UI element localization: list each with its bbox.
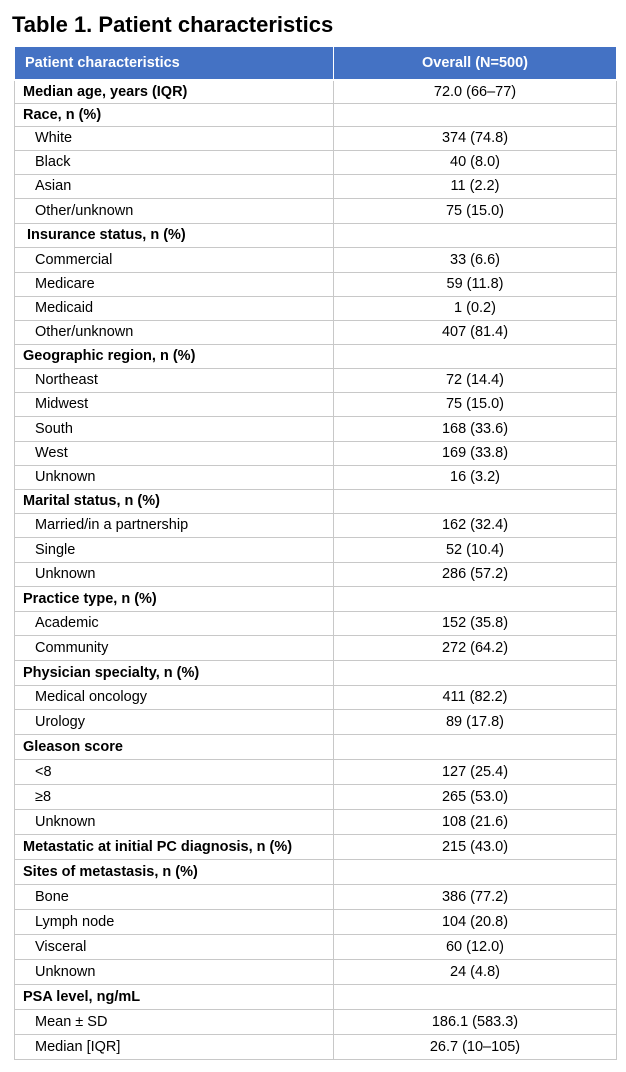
row-label: Unknown (15, 809, 334, 834)
row-value: 215 (43.0) (334, 834, 617, 859)
row-value: 411 (82.2) (334, 685, 617, 709)
row-value (334, 660, 617, 685)
row-value: 386 (77.2) (334, 884, 617, 909)
row-value: 186.1 (583.3) (334, 1009, 617, 1034)
row-label: PSA level, ng/mL (15, 984, 334, 1009)
row-label: Other/unknown (15, 198, 334, 223)
row-value: 75 (15.0) (334, 392, 617, 416)
row-value (334, 586, 617, 611)
table-row (15, 1034, 617, 1059)
row-label: Bone (15, 884, 334, 909)
row-label: Academic (15, 611, 334, 635)
table-row (15, 685, 617, 709)
table-row (15, 198, 617, 223)
row-value: 72.0 (66–77) (334, 80, 617, 103)
table-row (15, 709, 617, 734)
table-row (15, 344, 617, 368)
row-label: Single (15, 537, 334, 562)
row-label: Median [IQR] (15, 1034, 334, 1059)
table-row (15, 734, 617, 759)
table-row (15, 80, 617, 103)
table-row (15, 1009, 617, 1034)
row-value (334, 859, 617, 884)
table-row (15, 859, 617, 884)
table-row (15, 660, 617, 685)
table-row (15, 296, 617, 320)
row-value: 89 (17.8) (334, 709, 617, 734)
table-header-row (15, 47, 617, 81)
row-label: Unknown (15, 562, 334, 586)
table-row (15, 465, 617, 489)
row-value (334, 223, 617, 247)
row-label: Northeast (15, 368, 334, 392)
column-header-overall: Overall (N=500) (334, 47, 617, 81)
row-label: South (15, 416, 334, 441)
row-value: 152 (35.8) (334, 611, 617, 635)
row-value: 162 (32.4) (334, 513, 617, 537)
row-label: Median age, years (IQR) (15, 80, 334, 103)
row-value: 407 (81.4) (334, 320, 617, 344)
row-label: Asian (15, 174, 334, 198)
row-value: 286 (57.2) (334, 562, 617, 586)
row-value (334, 344, 617, 368)
row-value: 11 (2.2) (334, 174, 617, 198)
table-row (15, 223, 617, 247)
row-label: Medical oncology (15, 685, 334, 709)
row-label: Visceral (15, 934, 334, 959)
table-row (15, 809, 617, 834)
row-label: Lymph node (15, 909, 334, 934)
table-row (15, 884, 617, 909)
row-label: ≥8 (15, 784, 334, 809)
row-value: 59 (11.8) (334, 272, 617, 296)
row-label: Sites of metastasis, n (%) (15, 859, 334, 884)
table-row (15, 513, 617, 537)
table-row (15, 784, 617, 809)
row-label: Black (15, 150, 334, 174)
row-value: 40 (8.0) (334, 150, 617, 174)
table-row (15, 834, 617, 859)
row-label: Marital status, n (%) (15, 489, 334, 513)
table-row (15, 392, 617, 416)
row-label: Metastatic at initial PC diagnosis, n (%) (15, 834, 334, 859)
table-row (15, 368, 617, 392)
table-row (15, 126, 617, 150)
table-row (15, 611, 617, 635)
row-value: 272 (64.2) (334, 635, 617, 660)
table-body (15, 80, 617, 1059)
row-value: 108 (21.6) (334, 809, 617, 834)
row-label: Medicaid (15, 296, 334, 320)
table-row (15, 984, 617, 1009)
table-row (15, 909, 617, 934)
row-value (334, 489, 617, 513)
table-row (15, 441, 617, 465)
table-row (15, 959, 617, 984)
table-row (15, 320, 617, 344)
row-label: Race, n (%) (15, 103, 334, 126)
row-label: Insurance status, n (%) (15, 223, 334, 247)
table-row (15, 562, 617, 586)
row-value (334, 984, 617, 1009)
row-label: Practice type, n (%) (15, 586, 334, 611)
row-value: 265 (53.0) (334, 784, 617, 809)
table-row (15, 150, 617, 174)
row-value: 24 (4.8) (334, 959, 617, 984)
row-value (334, 103, 617, 126)
patient-characteristics-table (14, 46, 617, 1060)
table-row (15, 247, 617, 272)
row-label: Gleason score (15, 734, 334, 759)
row-value: 1 (0.2) (334, 296, 617, 320)
row-label: Midwest (15, 392, 334, 416)
row-label: West (15, 441, 334, 465)
row-value: 52 (10.4) (334, 537, 617, 562)
column-header-characteristics: Patient characteristics (15, 47, 334, 81)
table-row (15, 103, 617, 126)
row-label: Unknown (15, 465, 334, 489)
row-value: 168 (33.6) (334, 416, 617, 441)
row-value: 33 (6.6) (334, 247, 617, 272)
row-label: Geographic region, n (%) (15, 344, 334, 368)
row-label: Other/unknown (15, 320, 334, 344)
row-label: Mean ± SD (15, 1009, 334, 1034)
table-row (15, 934, 617, 959)
row-label: Community (15, 635, 334, 660)
row-label: Urology (15, 709, 334, 734)
table-row (15, 416, 617, 441)
table-row (15, 537, 617, 562)
row-value: 16 (3.2) (334, 465, 617, 489)
row-label: Married/in a partnership (15, 513, 334, 537)
row-label: Unknown (15, 959, 334, 984)
row-value (334, 734, 617, 759)
row-label: Physician specialty, n (%) (15, 660, 334, 685)
row-value: 72 (14.4) (334, 368, 617, 392)
row-value: 169 (33.8) (334, 441, 617, 465)
table-row (15, 174, 617, 198)
table-row (15, 489, 617, 513)
row-value: 104 (20.8) (334, 909, 617, 934)
row-value: 60 (12.0) (334, 934, 617, 959)
table-row (15, 759, 617, 784)
row-value: 127 (25.4) (334, 759, 617, 784)
row-label: <8 (15, 759, 334, 784)
table-row (15, 635, 617, 660)
row-value: 374 (74.8) (334, 126, 617, 150)
row-value: 26.7 (10–105) (334, 1034, 617, 1059)
row-label: Medicare (15, 272, 334, 296)
row-value: 75 (15.0) (334, 198, 617, 223)
table-title: Table 1. Patient characteristics (12, 12, 334, 37)
row-label: Commercial (15, 247, 334, 272)
table-row (15, 586, 617, 611)
table-row (15, 272, 617, 296)
row-label: White (15, 126, 334, 150)
